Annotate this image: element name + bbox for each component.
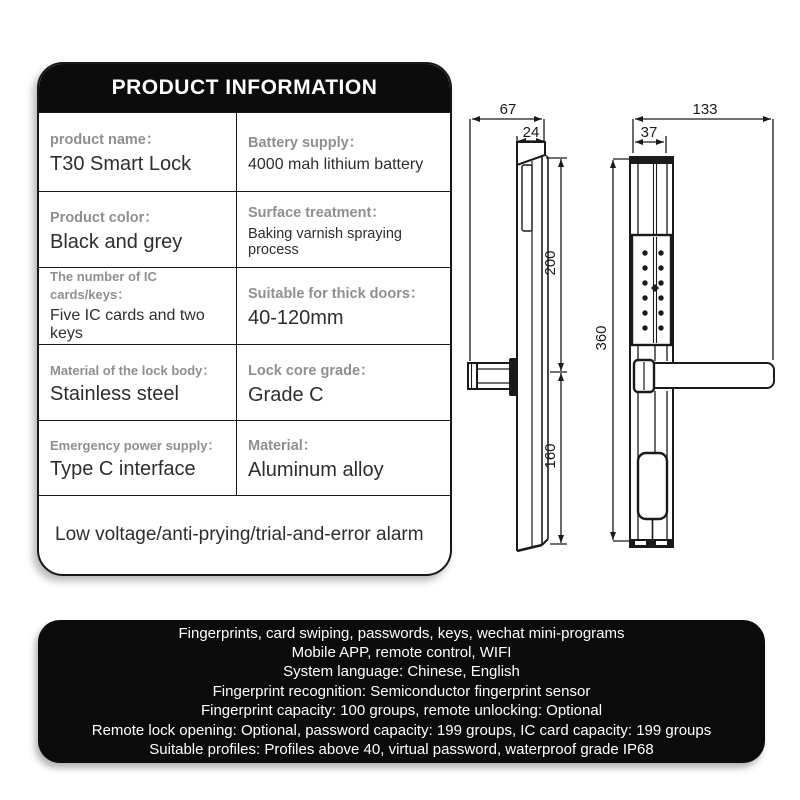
spec-cell-material xyxy=(237,421,450,495)
spec-label: Surface treatment： xyxy=(248,205,386,221)
spec-row-3 xyxy=(39,267,450,344)
feature-line: Mobile APP, remote control, WIFI xyxy=(291,643,512,661)
spec-cell-lock-body-material xyxy=(39,345,237,420)
spec-value: Stainless steel xyxy=(50,382,179,405)
feature-line: System language: Chinese, English xyxy=(283,663,520,681)
spec-value: Five IC cards and two keys xyxy=(50,307,205,342)
alarm-note xyxy=(39,495,450,574)
spec-label: Material： xyxy=(248,438,318,454)
spec-value: Grade C xyxy=(248,383,324,406)
spec-label: Emergency power supply： xyxy=(50,438,221,453)
spec-row-4 xyxy=(39,344,450,420)
alarm-note-text: Low voltage/anti-prying/trial-and-error alarm xyxy=(55,524,424,545)
spec-label: Lock core grade： xyxy=(248,362,375,379)
spec-cell-ic-cards-keys xyxy=(39,268,237,344)
spec-value: 4000 mah lithium battery xyxy=(248,155,424,173)
spec-label: Product color： xyxy=(50,209,159,226)
dim-label-160: 160 xyxy=(542,443,559,469)
dim-label-37: 37 xyxy=(640,124,658,141)
spec-cell-product-color xyxy=(39,192,237,267)
spec-value: Baking varnish spraying process xyxy=(248,226,402,258)
feature-line: Suitable profiles: Profiles above 40, virtual password, waterproof grade IP68 xyxy=(149,741,654,759)
spec-label: Suitable for thick doors： xyxy=(248,286,425,302)
spec-label: Material of the lock body： xyxy=(50,362,216,378)
spec-value: T30 Smart Lock xyxy=(50,153,192,175)
spec-label: The number of IC cards/keys： xyxy=(50,269,157,302)
spec-value: Type C interface xyxy=(50,458,196,480)
lock-dimension-diagram xyxy=(458,95,793,565)
dim-label-67: 67 xyxy=(499,101,517,118)
dim-label-360: 360 xyxy=(593,325,610,351)
dim-label-24: 24 xyxy=(522,124,540,141)
product-info-card xyxy=(37,62,452,576)
tech-drawing xyxy=(458,95,793,565)
spec-value: Aluminum alloy xyxy=(248,459,384,481)
spec-cell-surface-treatment xyxy=(237,192,450,267)
spec-label: Battery supply： xyxy=(248,134,364,151)
front-view xyxy=(613,119,774,547)
spec-cell-door-thickness xyxy=(237,268,450,344)
spec-row-5 xyxy=(39,420,450,495)
spec-cell-battery-supply xyxy=(237,113,450,191)
dim-label-133: 133 xyxy=(692,101,718,118)
side-view xyxy=(468,119,567,551)
dim-label-200: 200 xyxy=(542,250,559,276)
spec-row-2 xyxy=(39,191,450,267)
spec-value: Black and grey xyxy=(50,230,183,253)
feature-line: Fingerprints, card swiping, passwords, keys, wechat mini-programs xyxy=(178,624,625,642)
spec-cell-product-name xyxy=(39,113,237,191)
card-title: PRODUCT INFORMATION xyxy=(111,76,378,99)
features-panel xyxy=(38,620,765,763)
card-title-bar xyxy=(39,64,450,112)
feature-line: Fingerprint recognition: Semiconductor fingerprint sensor xyxy=(212,682,591,700)
spec-label: product name： xyxy=(50,132,161,148)
spec-row-1 xyxy=(39,112,450,191)
spec-cell-lock-core-grade xyxy=(237,345,450,420)
feature-line: Fingerprint capacity: 100 groups, remote unlocking: Optional xyxy=(200,702,603,720)
spec-value: 40-120mm xyxy=(248,307,344,329)
feature-line: Remote lock opening: Optional, password capacity: 199 groups, IC card capacity: 199 groups xyxy=(91,721,712,739)
spec-cell-emergency-power xyxy=(39,421,237,495)
